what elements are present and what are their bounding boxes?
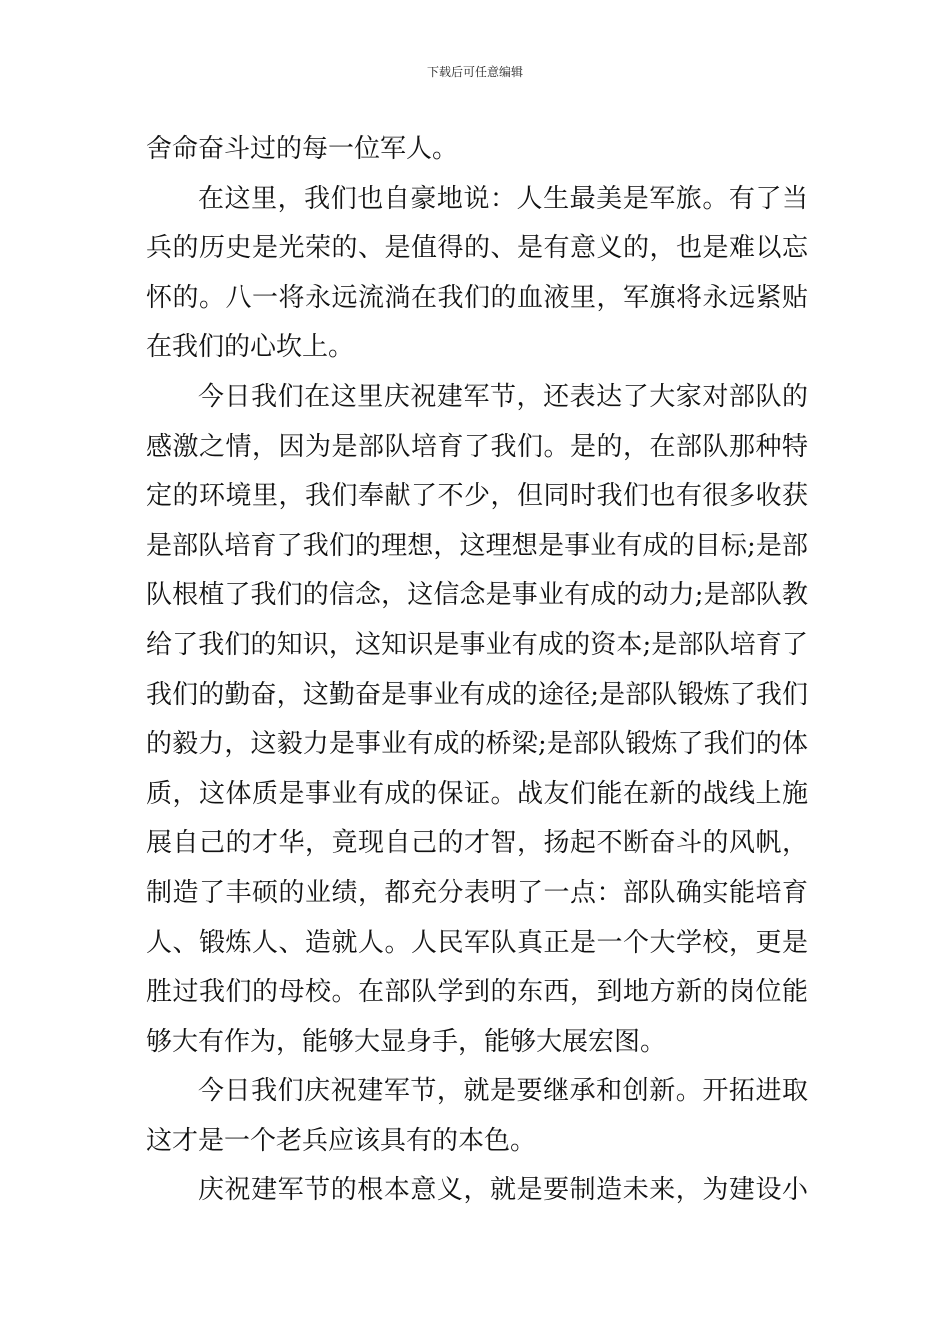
page-header-note: 下载后可任意编辑 (426, 65, 523, 79)
text-line: 制造了丰硕的业绩，都充分表明了一点：部队确实能培育 (146, 877, 808, 908)
text-line: 兵的历史是光荣的、是值得的、是有意义的，也是难以忘 (146, 233, 808, 264)
text-line: 怀的。八一将永远流淌在我们的血液里，军旗将永远紧贴 (146, 282, 808, 313)
text-line: 胜过我们的母校。在部队学到的东西，到地方新的岗位能 (146, 977, 808, 1008)
text-line: 庆祝建军节的根本意义，就是要制造未来，为建设小 (198, 1175, 808, 1206)
text-line: 今日我们在这里庆祝建军节，还表达了大家对部队的 (198, 381, 808, 412)
text-line: 的毅力，这毅力是事业有成的桥梁;是部队锻炼了我们的体 (146, 729, 808, 760)
text-line: 人、锻炼人、造就人。人民军队真正是一个大学校，更是 (146, 927, 808, 958)
text-line: 够大有作为，能够大显身手，能够大展宏图。 (146, 1026, 667, 1057)
text-line: 今日我们庆祝建军节，就是要继承和创新。开拓进取 (198, 1076, 808, 1107)
text-line: 质，这体质是事业有成的保证。战友们能在新的战线上施 (146, 778, 808, 809)
text-line: 队根植了我们的信念，这信念是事业有成的动力;是部队教 (146, 580, 808, 611)
text-line: 这才是一个老兵应该具有的本色。 (146, 1125, 537, 1156)
body-text (146, 125, 808, 1216)
text-line: 舍命奋斗过的每一位军人。 (146, 134, 459, 164)
text-line: 定的环境里，我们奉献了不少，但同时我们也有很多收获 (146, 481, 808, 512)
text-line: 感激之情，因为是部队培育了我们。是的，在部队那种特 (146, 431, 808, 462)
text-line: 是部队培育了我们的理想，这理想是事业有成的目标;是部 (146, 530, 808, 561)
text-line: 给了我们的知识，这知识是事业有成的资本;是部队培育了 (146, 629, 808, 660)
text-line: 展自己的才华，竟现自己的才智，扬起不断奋斗的风帆， (146, 828, 808, 859)
text-line: 在这里，我们也自豪地说：人生最美是军旅。有了当 (198, 183, 808, 214)
text-line: 在我们的心坎上。 (146, 332, 355, 363)
text-line: 我们的勤奋，这勤奋是事业有成的途径;是部队锻炼了我们 (146, 679, 808, 710)
